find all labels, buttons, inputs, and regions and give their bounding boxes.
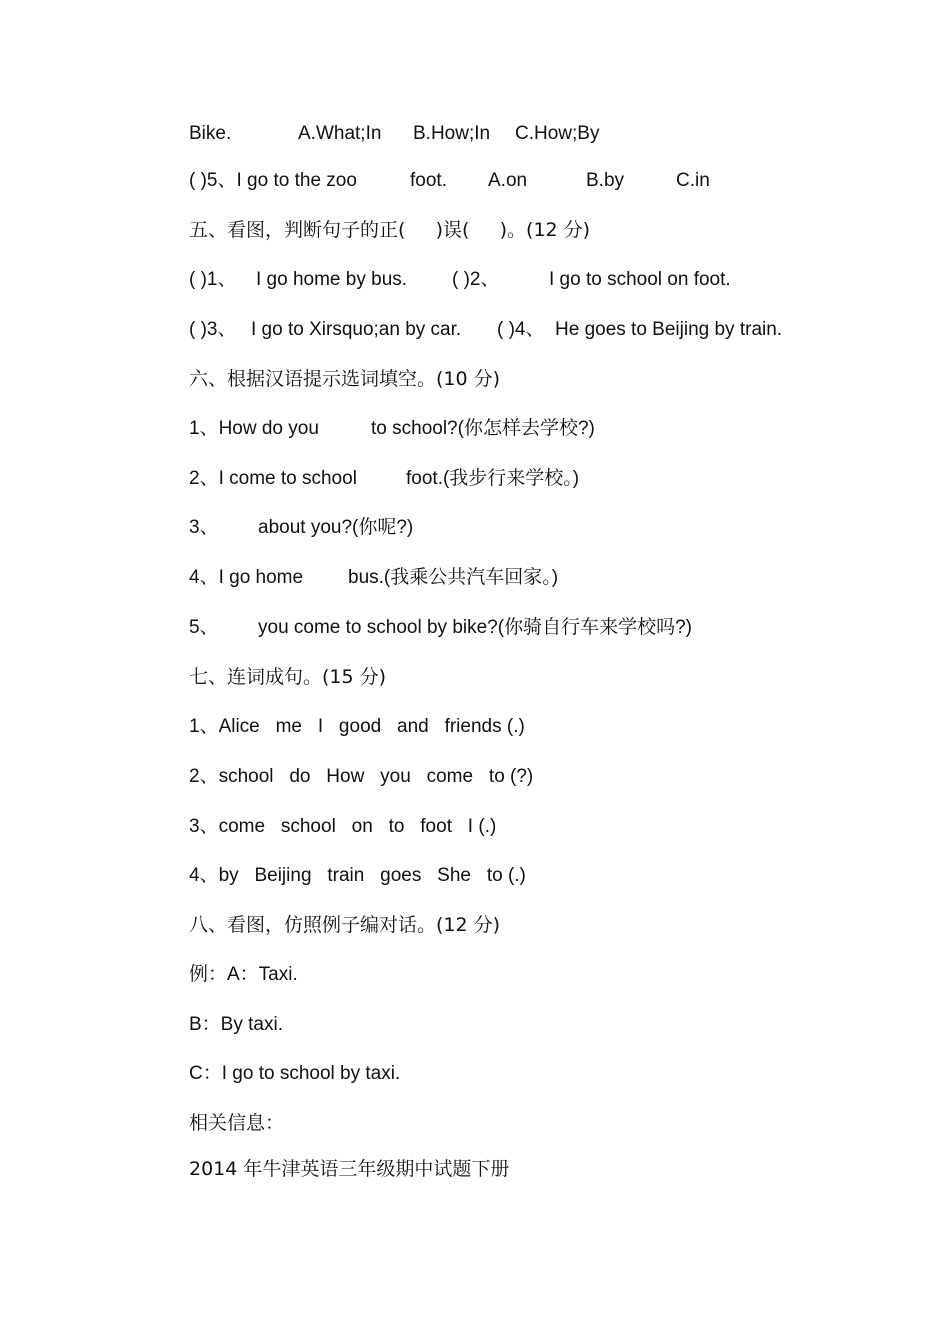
q4-option-b: B.How;In [413, 123, 491, 144]
s6-item-5-b: you come to school by bike?(你骑自行车来学校吗?) [258, 617, 692, 638]
s5-item-3-text: I go to Xirsquo;an by car. [251, 319, 462, 340]
s7-item-2: 2、school do How you come to (?) [189, 766, 534, 787]
s7-item-3: 3、come school on to foot I (.) [189, 816, 497, 837]
s6-item-2-a: 2、I come to school [189, 468, 357, 489]
q5-option-b: B.by [586, 170, 625, 191]
s7-item-1: 1、Alice me I good and friends (.) [189, 716, 525, 737]
s6-item-3-b: about you?(你呢?) [258, 517, 414, 538]
s5-item-2-num: ( )2、 [452, 269, 500, 290]
s6-item-4-b: bus.(我乘公共汽车回家。) [348, 567, 559, 588]
s8-line-c: C：I go to school by taxi. [189, 1063, 401, 1084]
s5-item-1-text: I go home by bus. [256, 269, 408, 290]
related-label: 相关信息： [189, 1112, 285, 1134]
q4-bike-text: Bike. [189, 123, 232, 144]
s8-example: 例：A：Taxi. [189, 964, 298, 985]
q5-stem: ( )5、I go to the zoo [189, 170, 357, 191]
s7-item-4: 4、by Beijing train goes She to (.) [189, 865, 526, 886]
s5-item-4-num: ( )4、 [497, 319, 545, 340]
q5-blank-word: foot. [410, 170, 447, 191]
q5-option-c: C.in [676, 170, 710, 191]
related-title: 2014 年牛津英语三年级期中试题下册 [189, 1158, 510, 1180]
s5-item-2-text: I go to school on foot. [549, 269, 731, 290]
s5-item-3-num: ( )3、 [189, 319, 237, 340]
s5-item-1-num: ( )1、 [189, 269, 237, 290]
q5-option-a: A.on [488, 170, 528, 191]
s6-item-1-a: 1、How do you [189, 418, 319, 439]
section8-heading: 八、看图，仿照例子编对话。(12 分) [189, 914, 501, 936]
s6-item-4-a: 4、I go home [189, 567, 304, 588]
s6-item-1-b: to school?(你怎样去学校?) [371, 418, 595, 439]
s6-item-3-a: 3、 [189, 517, 219, 538]
section7-heading: 七、连词成句。(15 分) [189, 666, 387, 688]
s6-item-2-b: foot.(我步行来学校。) [406, 468, 580, 489]
q4-option-a: A.What;In [298, 123, 382, 144]
section6-heading: 六、根据汉语提示选词填空。(10 分) [189, 368, 501, 390]
s5-item-4-text: He goes to Beijing by train. [555, 319, 783, 340]
q4-option-c: C.How;By [515, 123, 600, 144]
section5-heading: 五、看图，判断句子的正( )误( )。(12 分) [189, 219, 591, 241]
s6-item-5-a: 5、 [189, 617, 219, 638]
s8-line-b: B：By taxi. [189, 1014, 283, 1035]
